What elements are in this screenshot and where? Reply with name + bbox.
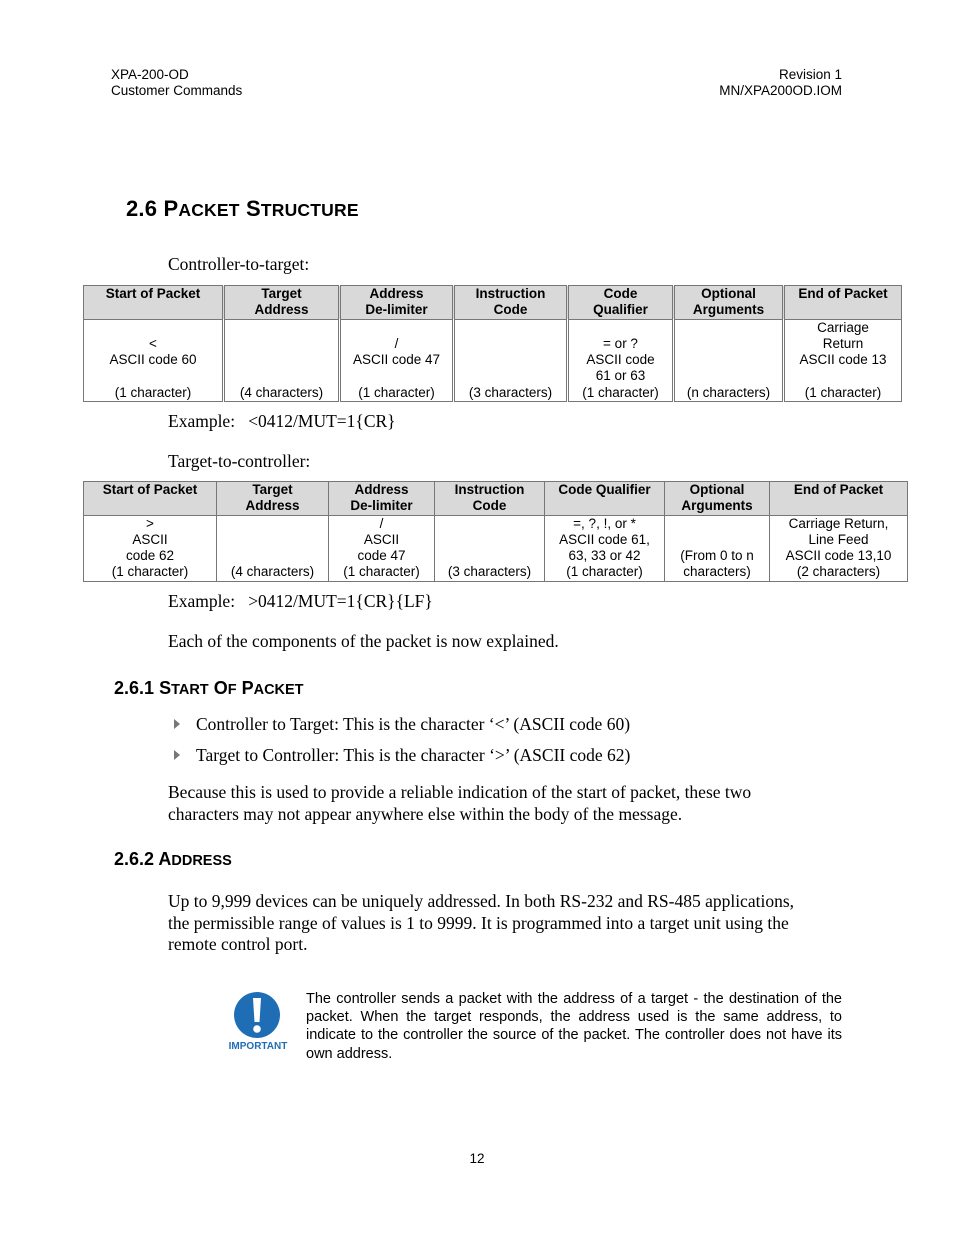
table-cell: (3 characters) [454,319,568,401]
column-header: Target Address [224,286,340,320]
table-cell: / ASCII code 47 (1 character) [329,515,435,581]
column-header: Target Address [217,482,329,516]
table-cell: < ASCII code 60 (1 character) [84,319,224,401]
ttc-label: Target-to-controller: [168,451,311,471]
important-label: IMPORTANT [228,1041,288,1052]
column-header: Code Qualifier [545,482,665,516]
explained-paragraph: Each of the components of the packet is now explained. [168,631,559,651]
table-cell: / ASCII code 47 (1 character) [340,319,454,401]
bullet-item: Controller to Target: This is the character ‘<’ (ASCII code 60) [168,714,630,735]
column-header: Optional Arguments [665,482,770,516]
subsection-heading-address: 2.6.2 ADDRESS [114,849,232,869]
subsection-heading-start-of-packet: 2.6.1 START OF PACKET [114,678,304,698]
column-header: End of Packet [770,482,908,516]
ttc-example-value: >0412/MUT=1{CR}{LF} [248,591,433,611]
table-cell: (3 characters) [435,515,545,581]
table-cell: = or ? ASCII code 61 or 63 (1 character) [568,319,674,401]
table-cell: (4 characters) [224,319,340,401]
doc-chapter: Customer Commands [111,83,243,98]
controller-to-target-table [83,285,902,402]
ctt-label: Controller-to-target: [168,254,310,274]
ctt-example-label: Example: [168,411,236,431]
column-header: Code Qualifier [568,286,674,320]
column-header: Start of Packet [84,286,224,320]
ctt-example [168,411,396,433]
column-header: Instruction Code [454,286,568,320]
section-heading: 2.6 PACKET STRUCTURE [126,196,359,221]
column-header: Address De-limiter [340,286,454,320]
running-header-right [719,67,842,99]
bullet-item: Target to Controller: This is the character ‘>’ (ASCII code 62) [168,745,630,766]
section-number: 2.6 [126,196,158,221]
column-header: End of Packet [784,286,902,320]
table-cell: (4 characters) [217,515,329,581]
triangle-bullet-icon [174,719,180,729]
start-of-packet-paragraph: Because this is used to provide a reliable indication of the start of packet, these two characters may not appear anywhere else within the body of the message. [168,782,752,824]
ttc-example-label: Example: [168,591,236,611]
important-note-icon [222,991,294,1055]
triangle-bullet-icon [174,750,180,760]
table-cell: (n characters) [674,319,784,401]
column-header: Address De-limiter [329,482,435,516]
ctt-example-value: <0412/MUT=1{CR} [248,411,396,431]
doc-model: XPA-200-OD [111,67,189,82]
target-to-controller-table [83,481,908,582]
page-number: 12 [469,1151,485,1166]
running-header-left [111,67,242,99]
doc-id: MN/XPA200OD.IOM [719,83,842,98]
important-note-text: The controller sends a packet with the address of a target - the destination of the packet. When the target responds, the address used is the same address, to indicate to the controller the source of the packet. The controller does not have its own address. [306,991,842,1062]
doc-revision: Revision 1 [778,67,842,82]
table-cell: (From 0 to n characters) [665,515,770,581]
table-cell: Carriage Return ASCII code 13 (1 character) [784,319,902,401]
column-header: Optional Arguments [674,286,784,320]
table-cell: Carriage Return, Line Feed ASCII code 13,10 (2 characters) [770,515,908,581]
address-paragraph: Up to 9,999 devices can be uniquely addressed. In both RS-232 and RS-485 applications, the permissible range of values is 1 to 9999. It is programmed into a target unit using the remote control port. [168,891,795,954]
column-header: Instruction Code [435,482,545,516]
column-header: Start of Packet [84,482,217,516]
table-cell: > ASCII code 62 (1 character) [84,515,217,581]
ttc-example [168,591,433,613]
table-cell: =, ?, !, or * ASCII code 61, 63, 33 or 42 (1 character) [545,515,665,581]
